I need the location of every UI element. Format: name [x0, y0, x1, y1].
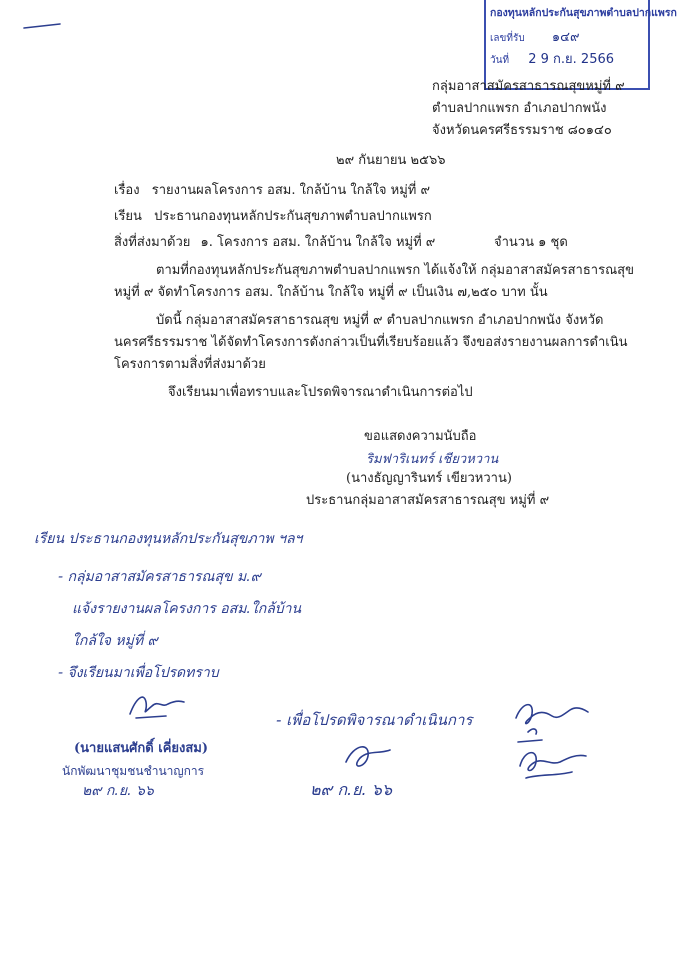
stamp-title: กองทุนหลักประกันสุขภาพตำบลปากแพรก — [490, 7, 677, 19]
body-p2-line3: โครงการตามสิ่งที่ส่งมาด้วย — [114, 357, 266, 372]
receive-stamp — [484, 0, 677, 90]
handwritten-line5: - จึงเรียนมาเพื่อโปรดทราบ — [58, 665, 219, 681]
recipient-text: ประธานกองทุนหลักประกันสุขภาพตำบลปากแพรก — [154, 209, 432, 224]
handwritten-line3: แจ้งรายงานผลโครงการ อสม.ใกล้บ้าน — [72, 601, 302, 617]
body-p1-line1: ตามที่กองทุนหลักประกันสุขภาพตำบลปากแพรก ได้แจ้งให้ กลุ่มอาสาสมัครสาธารณสุข — [156, 263, 634, 278]
letter-date: ๒๙ กันยายน ๒๕๖๖ — [336, 153, 446, 168]
recipient-label: เรียน — [114, 209, 142, 224]
stamp-number-value: ๑๔๙ — [551, 30, 580, 45]
sender-line1: กลุ่มอาสาสมัครสาธารณสุขหมู่ที่ ๙ — [432, 79, 625, 94]
sender-line3: จังหวัดนครศรีธรรมราช ๘๐๑๔๐ — [432, 123, 612, 138]
middle-date: ๒๙ ก.ย. ๖๖ — [310, 780, 392, 799]
body-p1-line2: หมู่ที่ ๙ จัดทำโครงการ อสม. ใกล้บ้าน ใกล้ใจ หมู่ที่ ๙ เป็นเงิน ๗,๒๕๐ บาท นั้น — [114, 285, 548, 300]
handwritten-line2: - กลุ่มอาสาสมัครสาธารณสุข ม.๙ — [58, 569, 261, 585]
closing-signature: ริมฟาริเนทร์ เชียวหวาน — [366, 452, 499, 467]
stamp-date-label: วันที่ — [490, 55, 510, 66]
handwritten-line1: เรียน ประธานกองทุนหลักประกันสุขภาพ ฯลฯ — [34, 531, 303, 547]
stamp-number-row — [490, 26, 580, 47]
sender-line2: ตำบลปากแพรก อำเภอปากพนัง — [432, 101, 607, 116]
officer-position: นักพัฒนาชุมชนชำนาญการ — [62, 764, 205, 778]
officer-date: ๒๙ ก.ย. ๖๖ — [82, 783, 154, 799]
body-p2-line1: บัดนี้ กลุ่มอาสาสมัครสาธารณสุข หมู่ที่ ๙ ตำบลปากแพรก อำเภอปากพนัง จังหวัด — [156, 313, 604, 328]
stamp-number-label: เลขที่รับ — [490, 33, 525, 44]
enclosure-label: สิ่งที่ส่งมาด้วย — [114, 235, 191, 250]
officer-signature — [126, 688, 186, 722]
enclosure-text: ๑. โครงการ อสม. ใกล้บ้าน ใกล้ใจ หมู่ที่ ๙ — [200, 235, 436, 250]
enclosure-qty: จำนวน ๑ ชุด — [494, 235, 568, 250]
subject-label: เรื่อง — [114, 183, 140, 198]
stamp-date-row — [490, 48, 614, 69]
handwritten-line4: ใกล้ใจ หมู่ที่ ๙ — [72, 633, 158, 649]
subject-line — [114, 182, 430, 200]
enclosure-line — [114, 234, 435, 252]
right-signature-top — [512, 696, 592, 736]
body-p3: จึงเรียนมาเพื่อทราบและโปรดพิจารณาดำเนินการต่อไป — [168, 385, 473, 400]
corner-mark — [22, 22, 62, 32]
officer-name: (นายแสนศักดิ์ เคี่ยงสม) — [74, 741, 209, 756]
body-p2-line2: นครศรีธรรมราช ได้จัดทำโครงการดังกล่าวเป็นที่เรียบร้อยแล้ว จึงขอส่งรายงานผลการดำเนิน — [114, 335, 628, 350]
recipient-line — [114, 208, 432, 226]
middle-note: - เพื่อโปรดพิจารณาดำเนินการ — [276, 711, 473, 729]
closing-name: (นางธัญญารินทร์ เขียวหวาน) — [346, 471, 512, 486]
closing-regards: ขอแสดงความนับถือ — [364, 429, 477, 444]
middle-signature — [340, 740, 400, 774]
closing-position: ประธานกลุ่มอาสาสมัครสาธารณสุข หมู่ที่ ๙ — [306, 493, 550, 508]
stamp-date-value: 2 9 ก.ย. 2566 — [528, 52, 615, 67]
subject-text: รายงานผลโครงการ อสม. ใกล้บ้าน ใกล้ใจ หมู่ที่ ๙ — [151, 183, 431, 198]
right-signature-bottom — [512, 736, 592, 782]
